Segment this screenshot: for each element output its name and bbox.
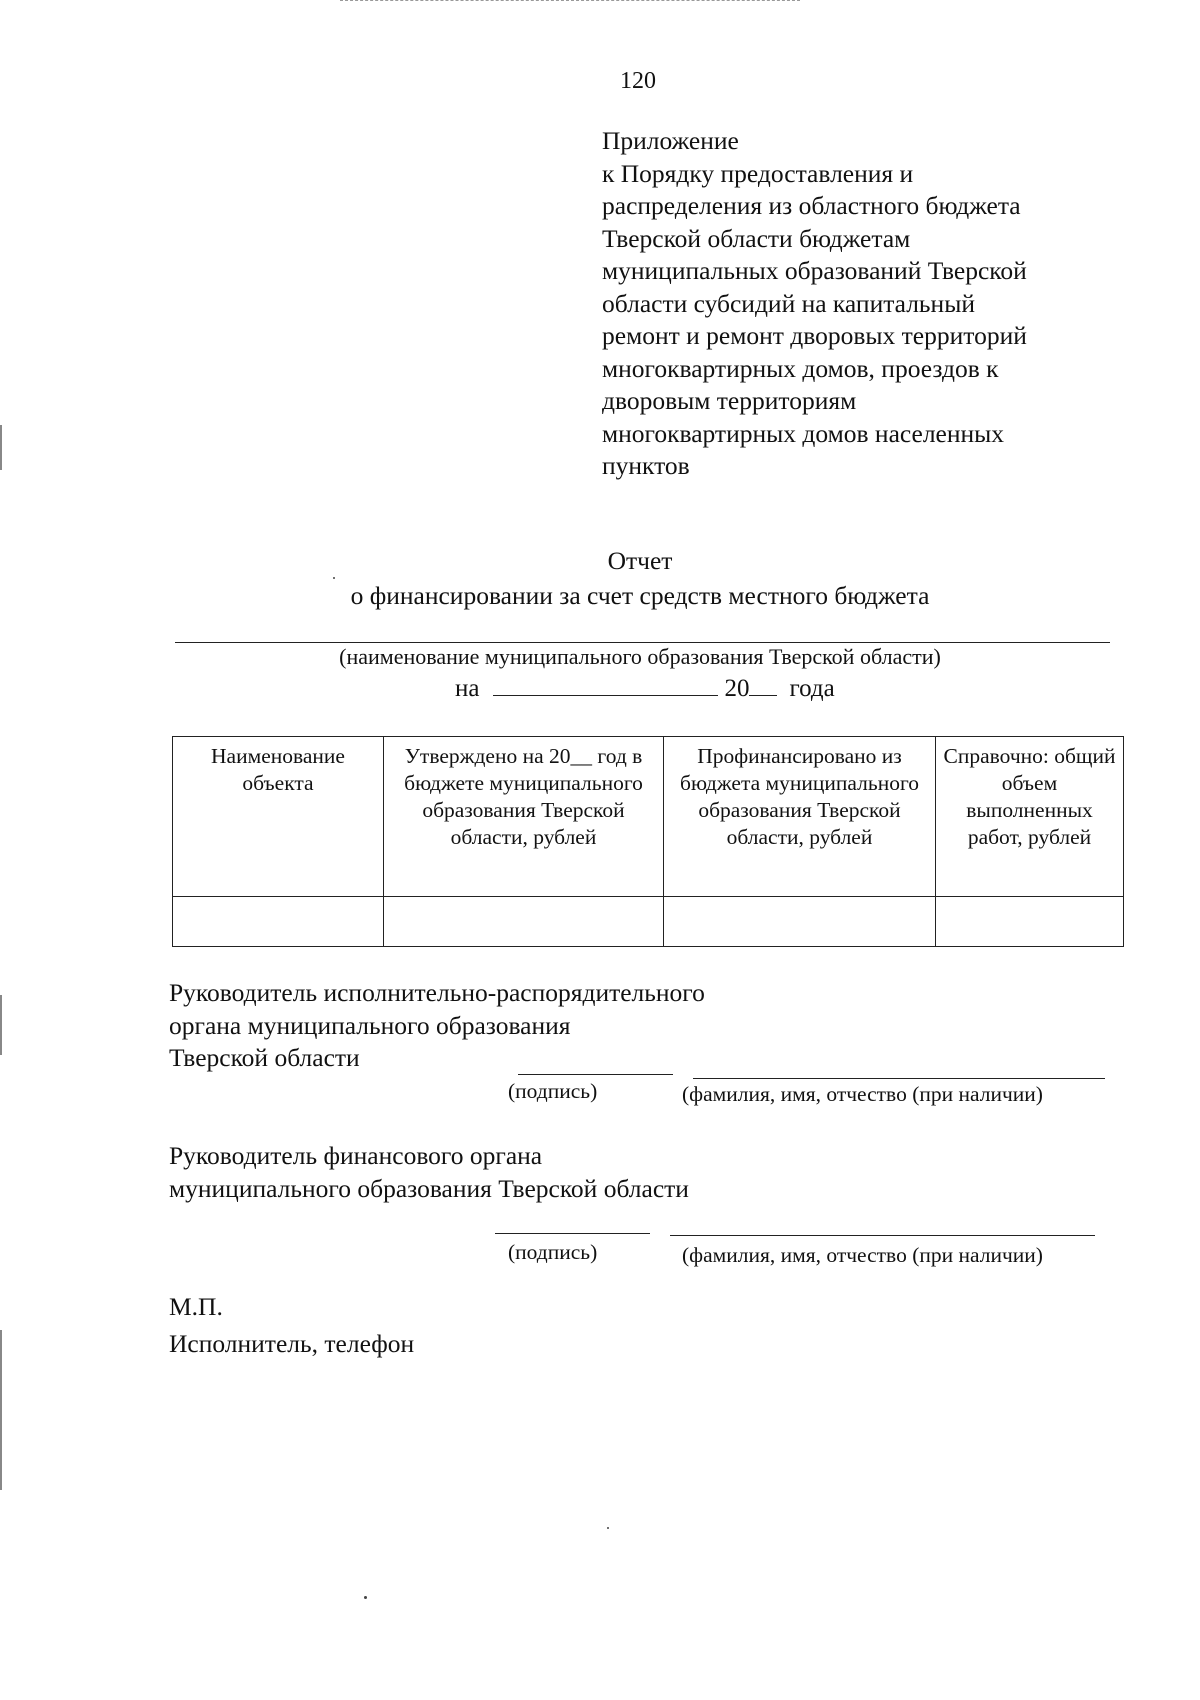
stamp-label: М.П. bbox=[169, 1292, 223, 1321]
finance-signature-line[interactable] bbox=[495, 1233, 650, 1234]
appendix-header bbox=[602, 125, 1102, 483]
scan-edge-mark bbox=[0, 1330, 2, 1490]
table-cell[interactable] bbox=[173, 897, 384, 947]
executive-head-line: Руководитель исполнительно-распорядительного bbox=[169, 978, 705, 1007]
executive-signature-caption: (подпись) bbox=[508, 1079, 598, 1103]
appendix-line: области субсидий на капитальный bbox=[602, 288, 975, 318]
appendix-line: муниципальных образований Тверской bbox=[602, 256, 1027, 285]
column-header-approved: Утверждено на 20__ год в бюджете муниципального образования Тверской области, рублей bbox=[384, 737, 664, 897]
table-cell[interactable] bbox=[936, 897, 1124, 947]
appendix-line: многоквартирных домов, проездов к bbox=[602, 353, 999, 383]
column-header-reference-volume: Справочно: общий объем выполненных работ, рублей bbox=[936, 737, 1124, 897]
page-number: 120 bbox=[620, 68, 656, 94]
table-cell[interactable] bbox=[384, 897, 664, 947]
column-header-financed: Профинансировано из бюджета муниципального образования Тверской области, рублей bbox=[664, 737, 936, 897]
year-prefix: 20 bbox=[724, 675, 750, 702]
appendix-line: ремонт и ремонт дворовых территорий bbox=[602, 321, 1027, 350]
scan-speck bbox=[364, 1596, 367, 1599]
executor-label: Исполнитель, телефон bbox=[169, 1329, 415, 1358]
report-subtitle: о финансировании за счет средств местного бюджета bbox=[350, 581, 930, 610]
scan-edge-mark bbox=[0, 425, 2, 470]
date-blank[interactable] bbox=[493, 673, 718, 696]
finance-name-line[interactable] bbox=[670, 1235, 1095, 1236]
finance-name-caption: (фамилия, имя, отчество (при наличии) bbox=[682, 1243, 1043, 1267]
financing-table bbox=[172, 736, 1124, 947]
appendix-line: к Порядку предоставления и bbox=[602, 158, 914, 188]
finance-signature-caption: (подпись) bbox=[508, 1240, 598, 1264]
scan-artifact-line bbox=[340, 0, 800, 1]
footer-block bbox=[169, 1288, 414, 1362]
municipality-name-line[interactable] bbox=[175, 642, 1110, 643]
scan-speck bbox=[607, 1527, 609, 1529]
year-blank[interactable] bbox=[749, 673, 777, 696]
executive-head-line: Тверской области bbox=[169, 1043, 360, 1072]
report-title: Отчет bbox=[607, 546, 673, 575]
table-header-row bbox=[173, 737, 1124, 897]
appendix-line: Приложение bbox=[602, 126, 739, 155]
appendix-line: дворовым территориям bbox=[602, 386, 857, 415]
executive-name-line[interactable] bbox=[693, 1078, 1105, 1079]
municipality-caption: (наименование муниципального образования Тверской области) bbox=[339, 644, 941, 669]
column-header-object-name: Наименование объекта bbox=[173, 737, 384, 897]
finance-head-line: Руководитель финансового органа bbox=[169, 1141, 543, 1170]
scan-speck bbox=[333, 577, 335, 579]
appendix-line: многоквартирных домов населенных bbox=[602, 418, 1005, 448]
appendix-line: пунктов bbox=[602, 451, 690, 480]
appendix-line: распределения из областного бюджета bbox=[602, 191, 1021, 220]
finance-head-title bbox=[169, 1140, 689, 1205]
executive-signature-line[interactable] bbox=[518, 1074, 673, 1075]
table-cell[interactable] bbox=[664, 897, 936, 947]
scan-edge-mark bbox=[0, 995, 2, 1055]
finance-head-line: муниципального образования Тверской области bbox=[169, 1173, 689, 1203]
table-row bbox=[173, 897, 1124, 947]
report-date-line bbox=[455, 673, 835, 703]
executive-name-caption: (фамилия, имя, отчество (при наличии) bbox=[682, 1082, 1043, 1106]
appendix-line: Тверской области бюджетам bbox=[602, 223, 911, 253]
executive-head-title bbox=[169, 977, 705, 1075]
date-prefix: на bbox=[455, 675, 480, 702]
year-suffix: года bbox=[789, 675, 835, 702]
executive-head-line: органа муниципального образования bbox=[169, 1010, 571, 1040]
